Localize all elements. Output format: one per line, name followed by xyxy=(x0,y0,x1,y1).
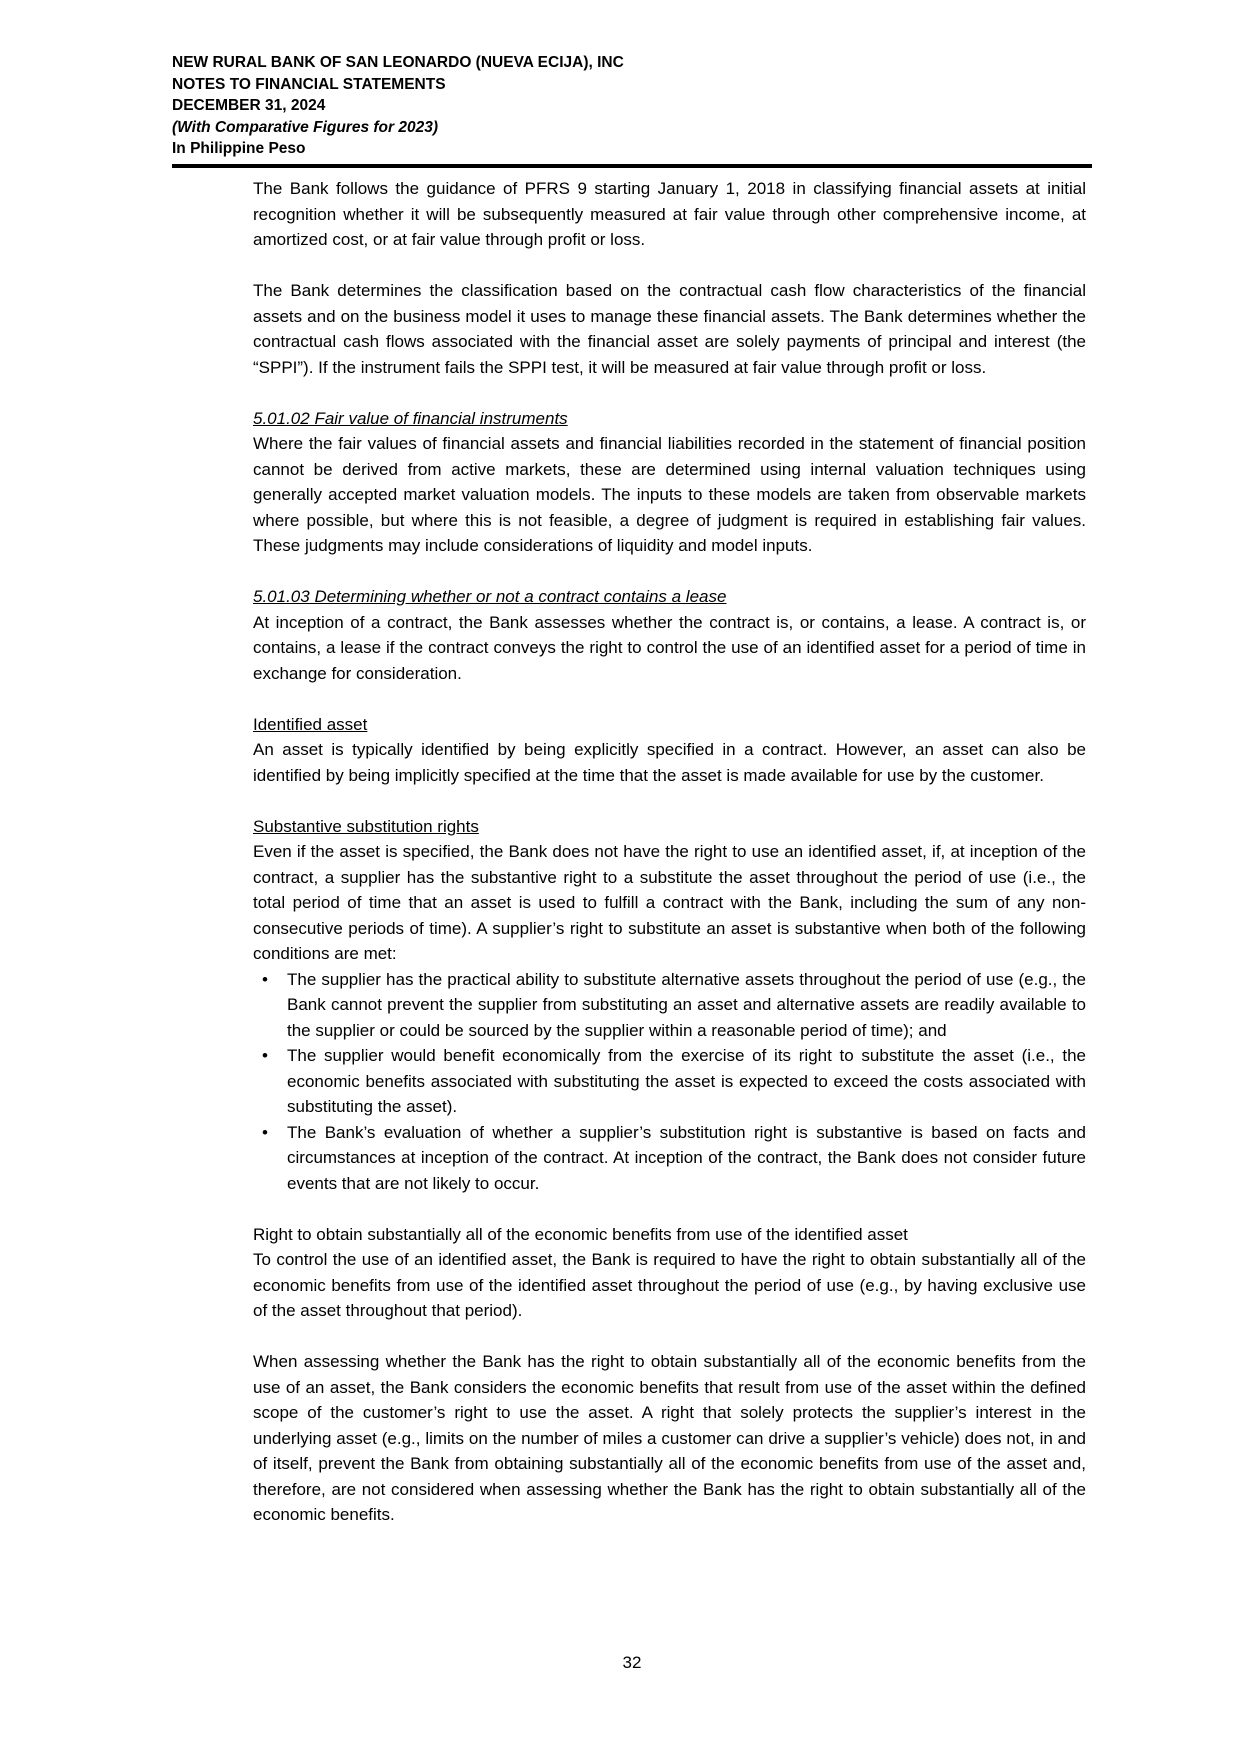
header-bank-name: NEW RURAL BANK OF SAN LEONARDO (NUEVA ECIJA), INC xyxy=(172,54,624,71)
header-date: DECEMBER 31, 2024 xyxy=(172,97,326,114)
document-header xyxy=(172,52,1092,160)
list-item-practical-ability: • The supplier has the practical ability to substitute alternative assets throughout the period of use (e.g., the Bank cannot prevent the supplier from substituting an asset and alternative assets are readily available to the supplier or could be sourced by the supplier within a reasonable period of time); and xyxy=(253,967,1086,1044)
paragraph-fair-value: Where the fair values of financial assets and financial liabilities recorded in the statement of financial position cannot be derived from active markets, these are determined using internal valuation techniques using generally accepted market valuation models. The inputs to these models are taken from observable markets where possible, but where this is not feasible, a degree of judgment is required in establishing fair values. These judgments may include considerations of liquidity and model inputs. xyxy=(253,434,1086,555)
section-heading-fair-value: 5.01.02 Fair value of financial instruments xyxy=(253,408,568,428)
section-heading-lease-determination: 5.01.03 Determining whether or not a contract contains a lease xyxy=(253,587,727,606)
document-body xyxy=(253,176,1086,1528)
section-heading-economic-benefits: Right to obtain substantially all of the economic benefits from use of the identified asset xyxy=(253,1224,908,1244)
list-item-substantive-evaluation: • The Bank’s evaluation of whether a supplier’s substitution right is substantive is based on facts and circumstances at inception of the contract. At inception of the contract, the Bank does not consider future events that are not likely to occur. xyxy=(253,1120,1086,1197)
paragraph-substitution-rights: Even if the asset is specified, the Bank does not have the right to use an identified asset, if, at inception of the contract, a supplier has the substantive right to a substitute the asset throughout the period of use (i.e., the total period of time that an asset is used to fulfill a contract with the Bank, including the sum of any non-consecutive periods of time). A supplier’s right to substitute an asset is substantive when both of the following conditions are met: xyxy=(253,842,1086,963)
list-item-economic-benefit: • The supplier would benefit economically from the exercise of its right to substitute the asset (i.e., the economic benefits associated with substituting the asset is expected to exceed the costs associated with substituting the asset). xyxy=(253,1043,1086,1120)
header-divider-rule xyxy=(172,164,1092,168)
paragraph-sppi-test: The Bank determines the classification based on the contractual cash flow characteristics of the financial assets and on the business model it uses to manage these financial assets. The Bank determines whether the contractual cash flows associated with the financial asset are solely payments of principal and interest (the “SPPI”). If the instrument fails the SPPI test, it will be measured at fair value through profit or loss. xyxy=(253,281,1086,377)
paragraph-control-of-asset: To control the use of an identified asset, the Bank is required to have the right to obtain substantially all of the economic benefits from use of the identified asset throughout the period of use (e.g., by having exclusive use of the asset throughout that period). xyxy=(253,1250,1086,1320)
page-number: 32 xyxy=(622,1653,642,1672)
paragraph-pfrs-classification: The Bank follows the guidance of PFRS 9 starting January 1, 2018 in classifying financial assets at initial recognition whether it will be subsequently measured at fair value through other comprehensive income, at amortized cost, or at fair value through profit or loss. xyxy=(253,179,1086,249)
substitution-conditions-list xyxy=(253,967,1086,1197)
header-doc-title: NOTES TO FINANCIAL STATEMENTS xyxy=(172,75,446,93)
section-heading-substitution-rights: Substantive substitution rights xyxy=(253,816,479,836)
section-heading-identified-asset: Identified asset xyxy=(253,714,368,734)
paragraph-identified-asset: An asset is typically identified by being explicitly specified in a contract. However, an asset can also be identified by being implicitly specified at the time that the asset is made available for use by the customer. xyxy=(253,740,1086,785)
header-comparative-note: (With Comparative Figures for 2023) xyxy=(172,118,438,136)
paragraph-assessing-benefits: When assessing whether the Bank has the right to obtain substantially all of the economic benefits from the use of an asset, the Bank considers the economic benefits that result from use of the asset within the defined scope of the customer’s right to use the asset. A right that solely protects the supplier’s interest in the underlying asset (e.g., limits on the number of miles a customer can drive a supplier’s vehicle) does not, in and of itself, prevent the Bank from obtaining substantially all of the economic benefits from use of the asset and, therefore, are not considered when assessing whether the Bank has the right to obtain substantially all of the economic benefits. xyxy=(253,1352,1086,1524)
header-currency-note: In Philippine Peso xyxy=(172,140,306,157)
paragraph-lease-determination: At inception of a contract, the Bank assesses whether the contract is, or contains, a lease. A contract is, or contains, a lease if the contract conveys the right to control the use of an identified asset for a period of time in exchange for consideration. xyxy=(253,612,1086,683)
